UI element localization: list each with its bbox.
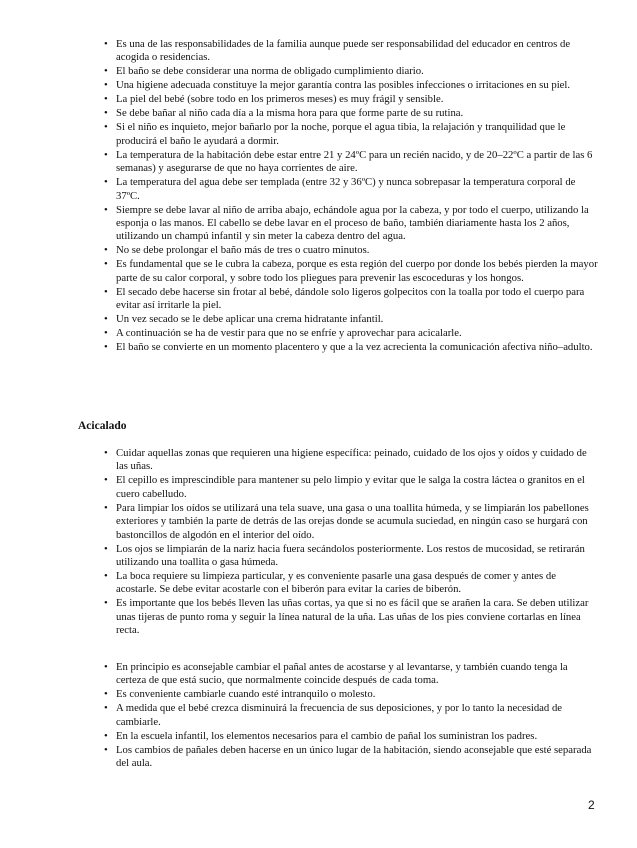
list-item-text: Es una de las responsabilidades de la familia aunque puede ser responsabilidad del educador en centros de acogida o residencias. bbox=[116, 38, 571, 64]
list-item-text: La temperatura del agua debe ser templada (entre 32 y 36ºC) y nunca sobrepasar la temperatura corporal de 37ºC. bbox=[116, 176, 576, 202]
section-heading: Acicalado bbox=[78, 420, 127, 432]
list-item-text: La boca requiere su limpieza particular, y es conveniente pasarle una gasa después de comer y antes de acostarle. Se debe evitar acostarle con el biberón para evitar la caries de biberón. bbox=[116, 570, 556, 596]
list-item-text: Cuidar aquellas zonas que requieren una higiene específica: peinado, cuidado de los ojos y oídos y cuidado de las uñas. bbox=[116, 447, 587, 473]
list-item-text: No se debe prolongar el baño más de tres o cuatro minutos. bbox=[116, 244, 370, 257]
list-item-text: Es conveniente cambiarle cuando esté intranquilo o molesto. bbox=[116, 688, 376, 701]
list-item bbox=[104, 244, 598, 257]
bullet-icon: • bbox=[104, 176, 108, 189]
bullet-icon: • bbox=[104, 38, 108, 50]
list-item bbox=[104, 570, 598, 597]
bullet-icon: • bbox=[104, 65, 108, 78]
list-item bbox=[104, 176, 598, 203]
page-number: 2 bbox=[588, 798, 595, 812]
list-item-text: En principio es aconsejable cambiar el pañal antes de acostarse y al levantarse, y también cuando tenga la certeza de que está sucio, que normalmente coincide después de cada toma. bbox=[116, 661, 568, 687]
list-item bbox=[104, 502, 598, 542]
list-item bbox=[104, 341, 598, 354]
list-item bbox=[104, 702, 598, 729]
list-item-text: La piel del bebé (sobre todo en los primeros meses) es muy frágil y sensible. bbox=[116, 93, 444, 106]
list-item-text: Los ojos se limpiarán de la nariz hacia fuera secándolos posteriormente. Los restos de mucosidad, se retirarán utilizando una toallita o gasa húmeda. bbox=[116, 542, 585, 569]
bullet-icon: • bbox=[104, 501, 108, 514]
bullet-icon: • bbox=[104, 597, 108, 610]
list-item-text: Los cambios de pañales deben hacerse en un único lugar de la habitación, siendo aconsejable que esté separada del aula. bbox=[116, 743, 592, 770]
list-item bbox=[104, 730, 598, 743]
list-item-text: Un vez secado se le debe aplicar una crema hidratante infantil. bbox=[116, 313, 384, 326]
list-item bbox=[104, 149, 598, 176]
bullet-icon: • bbox=[104, 79, 108, 92]
list-item bbox=[104, 121, 598, 148]
bullet-icon: • bbox=[104, 341, 108, 354]
bath-bullet-list bbox=[104, 38, 598, 355]
list-item bbox=[104, 93, 598, 106]
list-item bbox=[104, 204, 598, 244]
list-item bbox=[104, 258, 598, 285]
list-item-text: Se debe bañar al niño cada día a la misma hora para que forme parte de su rutina. bbox=[116, 107, 464, 120]
list-item bbox=[104, 38, 598, 65]
bullet-icon: • bbox=[104, 570, 108, 583]
list-item bbox=[104, 543, 598, 570]
list-item-text: En la escuela infantil, los elementos necesarios para el cambio de pañal los suministran los padres. bbox=[116, 729, 538, 742]
list-item-text: A continuación se ha de vestir para que no se enfríe y aprovechar para acicalarle. bbox=[116, 327, 462, 340]
list-item-text: El baño se debe considerar una norma de obligado cumplimiento diario. bbox=[116, 65, 424, 78]
bullet-icon: • bbox=[104, 729, 108, 742]
list-item bbox=[104, 327, 598, 340]
list-item bbox=[104, 661, 598, 688]
bullet-icon: • bbox=[104, 244, 108, 257]
bullet-icon: • bbox=[104, 702, 108, 715]
list-item bbox=[104, 79, 598, 92]
bullet-icon: • bbox=[104, 661, 108, 673]
list-item bbox=[104, 65, 598, 78]
list-item bbox=[104, 744, 598, 771]
bullet-icon: • bbox=[104, 542, 108, 555]
list-item-text: El secado debe hacerse sin frotar al bebé, dándole solo ligeros golpecitos con la toalla por todo el cuerpo para evitar así irritarle la piel. bbox=[116, 285, 585, 312]
bullet-icon: • bbox=[104, 743, 108, 756]
bullet-icon: • bbox=[104, 121, 108, 134]
bullet-icon: • bbox=[104, 313, 108, 326]
grooming-bullet-list bbox=[104, 447, 598, 638]
bullet-icon: • bbox=[104, 447, 108, 459]
bullet-icon: • bbox=[104, 327, 108, 340]
list-item-text: Es fundamental que se le cubra la cabeza, porque es esta región del cuerpo por donde los bebés pierden la mayor parte de su calor corporal, y sobre todo los pliegues para prevenir las escoceduras y los hongos. bbox=[116, 258, 598, 284]
bullet-icon: • bbox=[104, 203, 108, 216]
list-item bbox=[104, 474, 598, 501]
list-item-text: Una higiene adecuada constituye la mejor garantía contra las posibles infecciones o irritaciones en su piel. bbox=[116, 79, 571, 92]
list-item bbox=[104, 313, 598, 326]
diaper-bullet-list bbox=[104, 661, 598, 771]
list-item bbox=[104, 286, 598, 313]
bullet-icon: • bbox=[104, 107, 108, 120]
list-item bbox=[104, 107, 598, 120]
bullet-icon: • bbox=[104, 688, 108, 701]
list-item-text: Para limpiar los oídos se utilizará una tela suave, una gasa o una toallita húmeda, y se limpiarán los pabellones exteriores y también la parte de detrás de las orejas donde se acumula suciedad, en ningún caso se hurgará con bastoncillos de algodón en el interior del oído. bbox=[116, 501, 589, 541]
list-item-text: El cepillo es imprescindible para mantener su pelo limpio y evitar que le salga la costra láctea o granitos en el cuero cabelludo. bbox=[116, 474, 585, 500]
bullet-icon: • bbox=[104, 474, 108, 487]
list-item-text: A medida que el bebé crezca disminuirá la frecuencia de sus deposiciones, y por lo tanto la necesidad de cambiarle. bbox=[116, 702, 563, 728]
bullet-icon: • bbox=[104, 285, 108, 298]
list-item-text: Es importante que los bebés lleven las uñas cortas, ya que si no es fácil que se arañen la cara. Se deben utilizar unas tijeras de punto roma y seguir la línea natural de la uña. Las uñas de los pies conviene cortarlas en línea recta. bbox=[116, 597, 589, 637]
list-item-text: Siempre se debe lavar al niño de arriba abajo, echándole agua por la cabeza, y por todo el cuerpo, utilizando la esponja o las manos. El cabello se debe lavar en el proceso de baño, también diariamente hasta los 2 años, utilizando un champú infantil y sin meter la cabeza dentro del agua. bbox=[116, 203, 589, 243]
list-item-text: La temperatura de la habitación debe estar entre 21 y 24ºC para un recién nacido, y de 20–22ºC a partir de las 6 semanas) y asegurarse de que no haya corrientes de aire. bbox=[116, 148, 593, 175]
bullet-icon: • bbox=[104, 258, 108, 271]
list-item bbox=[104, 447, 598, 474]
list-item-text: Si el niño es inquieto, mejor bañarlo por la noche, porque el agua tibia, la relajación y tranquilidad que le producirá el baño le ayudará a dormir. bbox=[116, 121, 566, 147]
list-item bbox=[104, 688, 598, 701]
list-item-text: El baño se convierte en un momento placentero y que a la vez acrecienta la comunicación afectiva niño–adulto. bbox=[116, 341, 593, 354]
bullet-icon: • bbox=[104, 93, 108, 106]
list-item bbox=[104, 597, 598, 637]
bullet-icon: • bbox=[104, 148, 108, 161]
